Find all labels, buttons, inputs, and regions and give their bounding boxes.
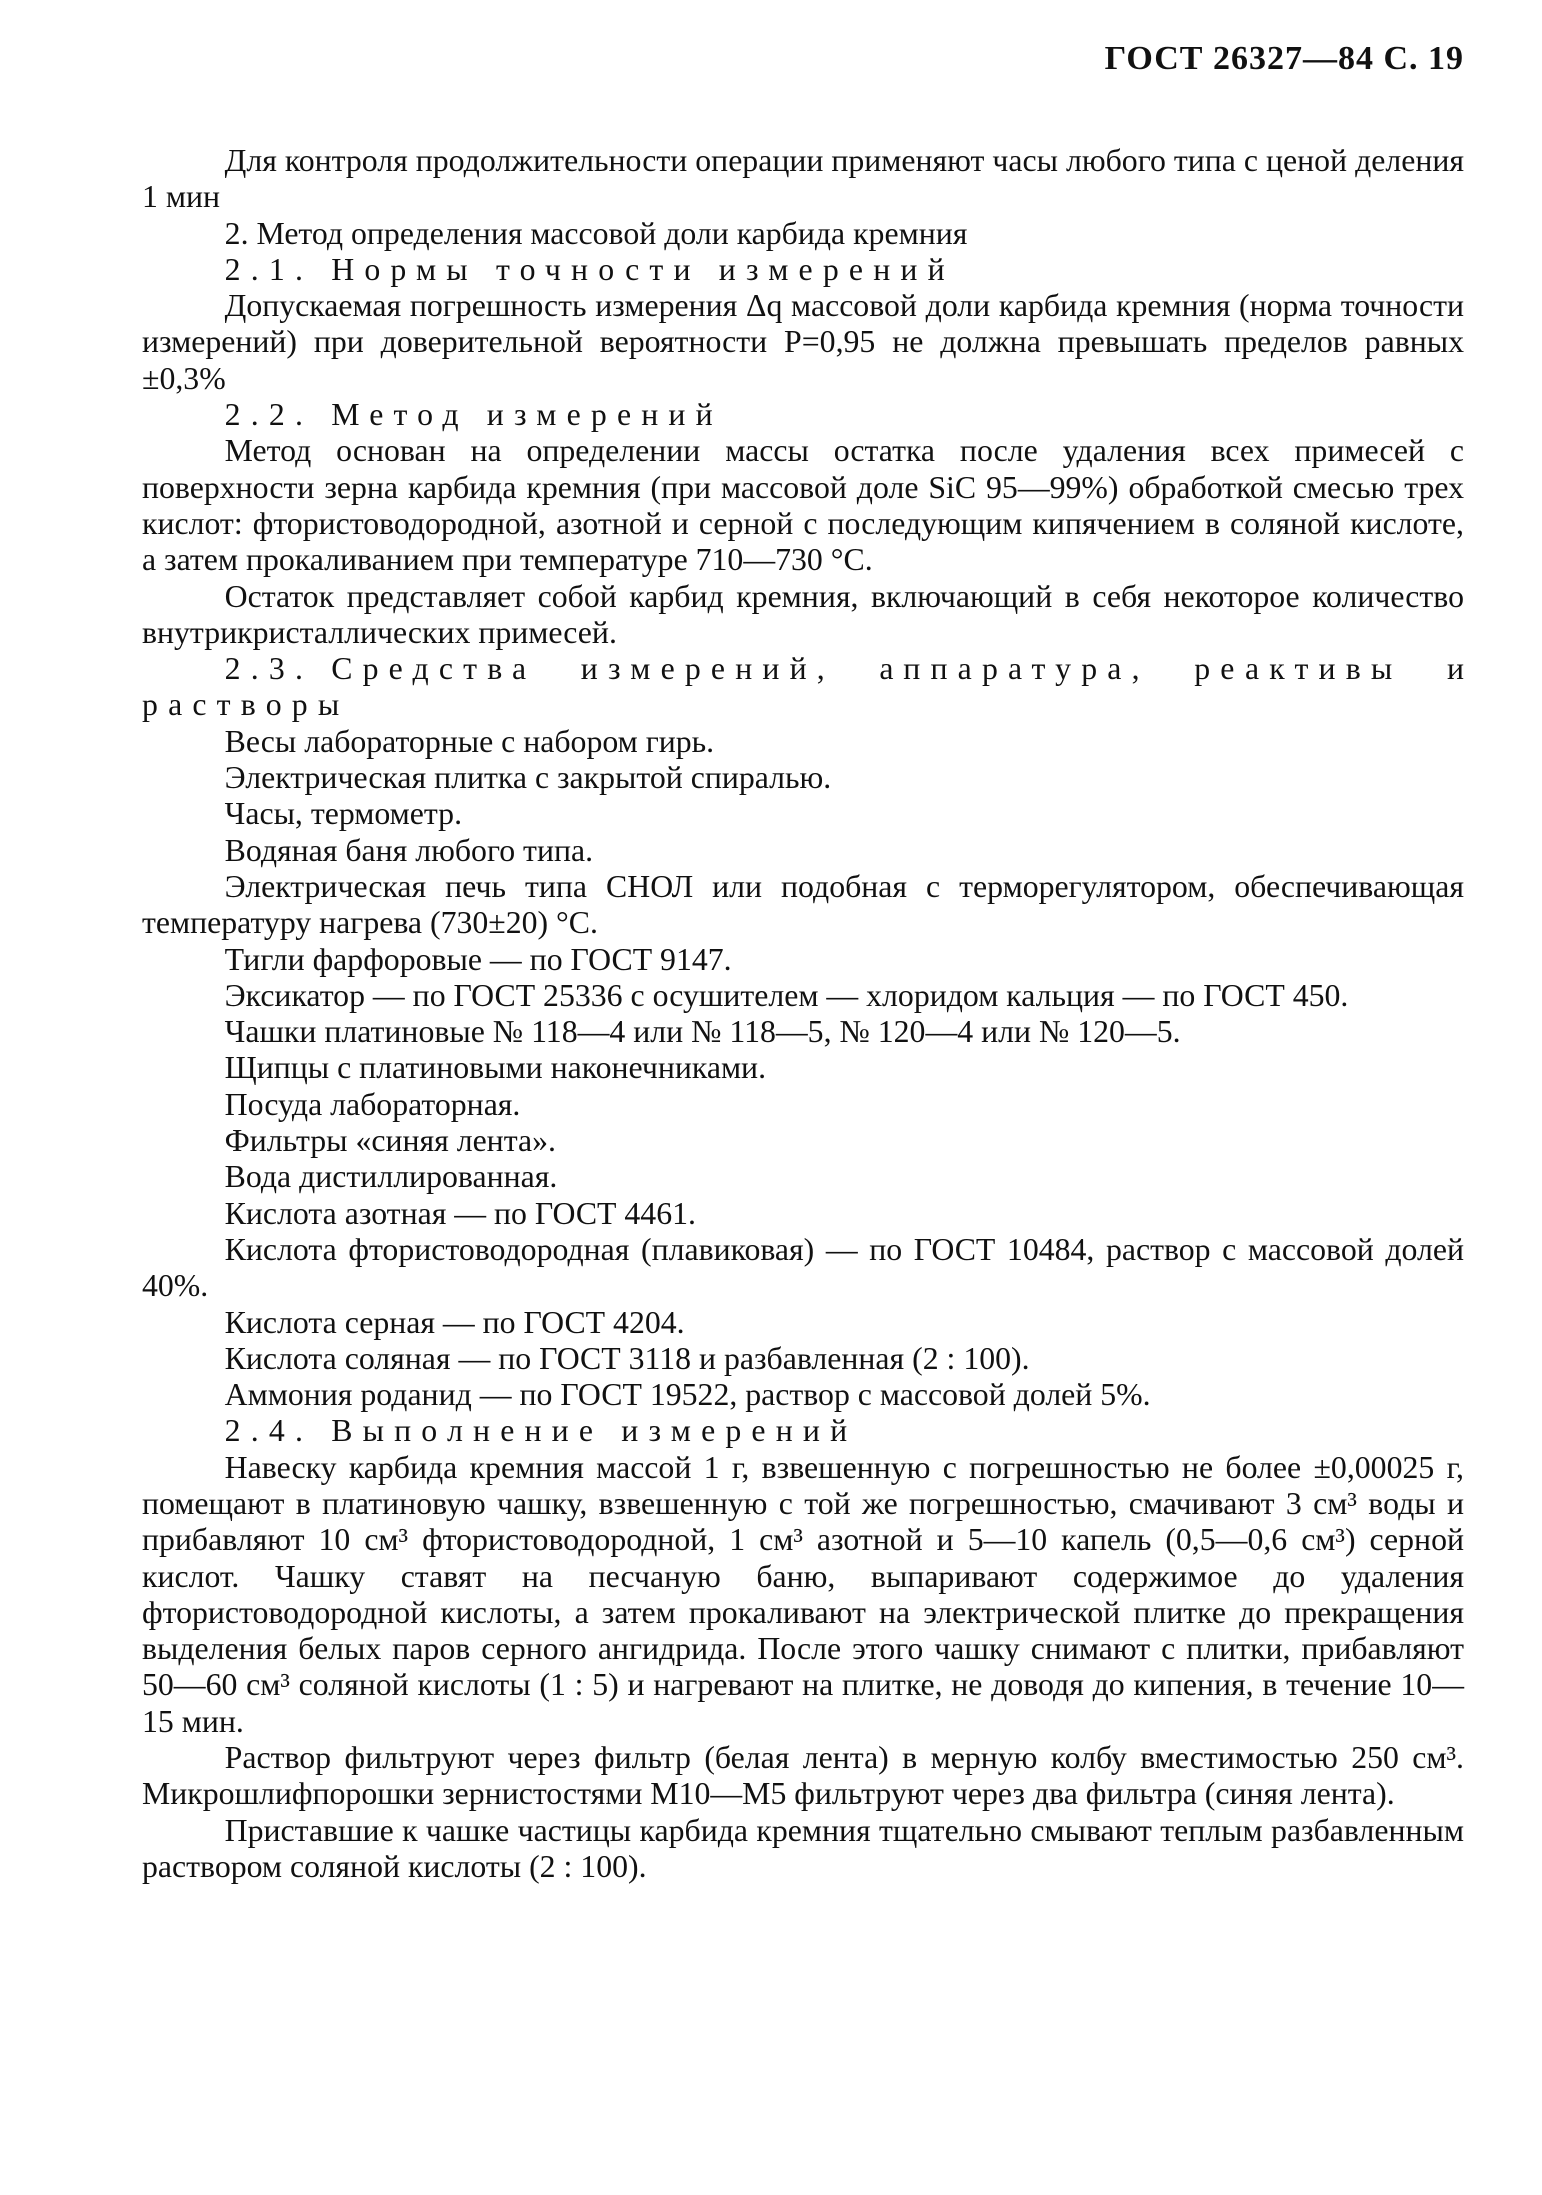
list-item: Аммония роданид — по ГОСТ 19522, раствор с массовой долей 5%. — [224, 1377, 1151, 1413]
list-item: Кислота азотная — по ГОСТ 4461. — [224, 1195, 696, 1231]
heading-word: аппаратура, — [879, 651, 1150, 687]
list-item: Кислота фтористоводородная (плавиковая) — по ГОСТ 10484, раствор с массовой долей 40%. — [142, 1231, 1464, 1304]
list-item: Кислота соляная — по ГОСТ 3118 и разбавленная (2 : 100). — [224, 1340, 1030, 1376]
heading-word: реактивы — [1194, 651, 1403, 687]
list-item: Весы лабораторные с набором гирь. — [224, 723, 715, 759]
list-item: Посуда лабораторная. — [224, 1086, 521, 1122]
list-item: Кислота серная — по ГОСТ 4204. — [224, 1304, 685, 1340]
list-item: Чашки платиновые № 118—4 или № 118—5, № 120—4 или № 120—5. — [224, 1014, 1181, 1050]
section-heading-2-2: 2.2. Метод измерений — [224, 397, 723, 433]
paragraph-2-4-sample: Навеску карбида кремния массой 1 г, взвешенную с погрешностью не более ±0,00025 г, помещают в платиновую чашку, взвешенную с той же погрешностью, смачивают 3 см³ воды и прибавляют 10 см³ фтористоводородной, 1 см³ азотной и 5—10 капель (0,5—0,6 см³) серной кислот. Чашку ставят на песчаную баню, выпаривают содержимое до удаления фтористоводородной кислоты, а затем прокаливают на электрической плитке до прекращения выделения белых паров серного ангидрида. После этого чашку снимают с плитки, прибавляют 50—60 см³ соляной кислоты (1 : 5) и нагревают на плитке, не доводя до кипения, в течение 10—15 мин. — [142, 1449, 1464, 1739]
paragraph-2-1: Допускаемая погрешность измерения Δq массовой доли карбида кремния (норма точности измерений) при доверительной вероятности P=0,95 не должна превышать пределов равных ±0,3% — [142, 288, 1464, 396]
list-item: Водяная баня любого типа. — [224, 832, 594, 868]
section-heading-2-4: 2.4. Выполнение измерений — [224, 1413, 858, 1449]
heading-word: и — [1446, 651, 1464, 687]
list-item: Электрическая печь типа СНОЛ или подобная с терморегулятором, обеспечивающая температуру нагрева (730±20) °С. — [142, 868, 1464, 941]
paragraph-2-4-rinse: Приставшие к чашке частицы карбида кремния тщательно смывают теплым разбавленным раствором соляной кислоты (2 : 100). — [142, 1812, 1464, 1884]
list-item: Электрическая плитка с закрытой спиралью. — [224, 760, 832, 796]
list-item: Фильтры «синяя лента». — [224, 1123, 556, 1159]
heading-continuation: растворы — [142, 687, 350, 723]
list-item: Часы, термометр. — [224, 796, 463, 832]
heading-word: 2.3. Средства — [224, 651, 537, 687]
running-header: ГОСТ 26327—84 С. 19 — [1104, 40, 1464, 77]
paragraph-2-2-method: Метод основан на определении массы остатка после удаления всех примесей с поверхности зерна карбида кремния (при массовой доле SiC 95—99%) обработкой смесью трех кислот: фтористоводородной, азотной и серной с последующим кипячением в соляной кислоте, а затем прокаливанием при температуре 710—730 °С. — [142, 433, 1464, 578]
list-item: Тигли фарфоровые — по ГОСТ 9147. — [224, 941, 732, 977]
method-title: 2. Метод определения массовой доли карбида кремния — [224, 215, 968, 251]
section-heading-2-1: 2.1. Нормы точности измерений — [224, 251, 955, 287]
paragraph-2-2-residue: Остаток представляет собой карбид кремния, включающий в себя некоторое количество внутрикристаллических примесей. — [142, 578, 1464, 650]
paragraph-intro: Для контроля продолжительности операции применяют часы любого типа с ценой деления 1 мин — [142, 143, 1464, 215]
document-page — [142, 40, 1464, 2160]
list-item: Вода дистиллированная. — [224, 1159, 558, 1195]
section-heading-2-3 — [142, 651, 1464, 724]
body-text — [142, 143, 1464, 1885]
list-item: Эксикатор — по ГОСТ 25336 с осушителем — хлоридом кальция — по ГОСТ 450. — [224, 977, 1349, 1013]
heading-word: измерений, — [580, 651, 835, 687]
paragraph-2-4-filter: Раствор фильтруют через фильтр (белая лента) в мерную колбу вместимостью 250 см³. Микрошлифпорошки зернистостями М10—М5 фильтруют через два фильтра (синяя лента). — [142, 1740, 1464, 1812]
list-item: Щипцы с платиновыми наконечниками. — [224, 1050, 767, 1086]
